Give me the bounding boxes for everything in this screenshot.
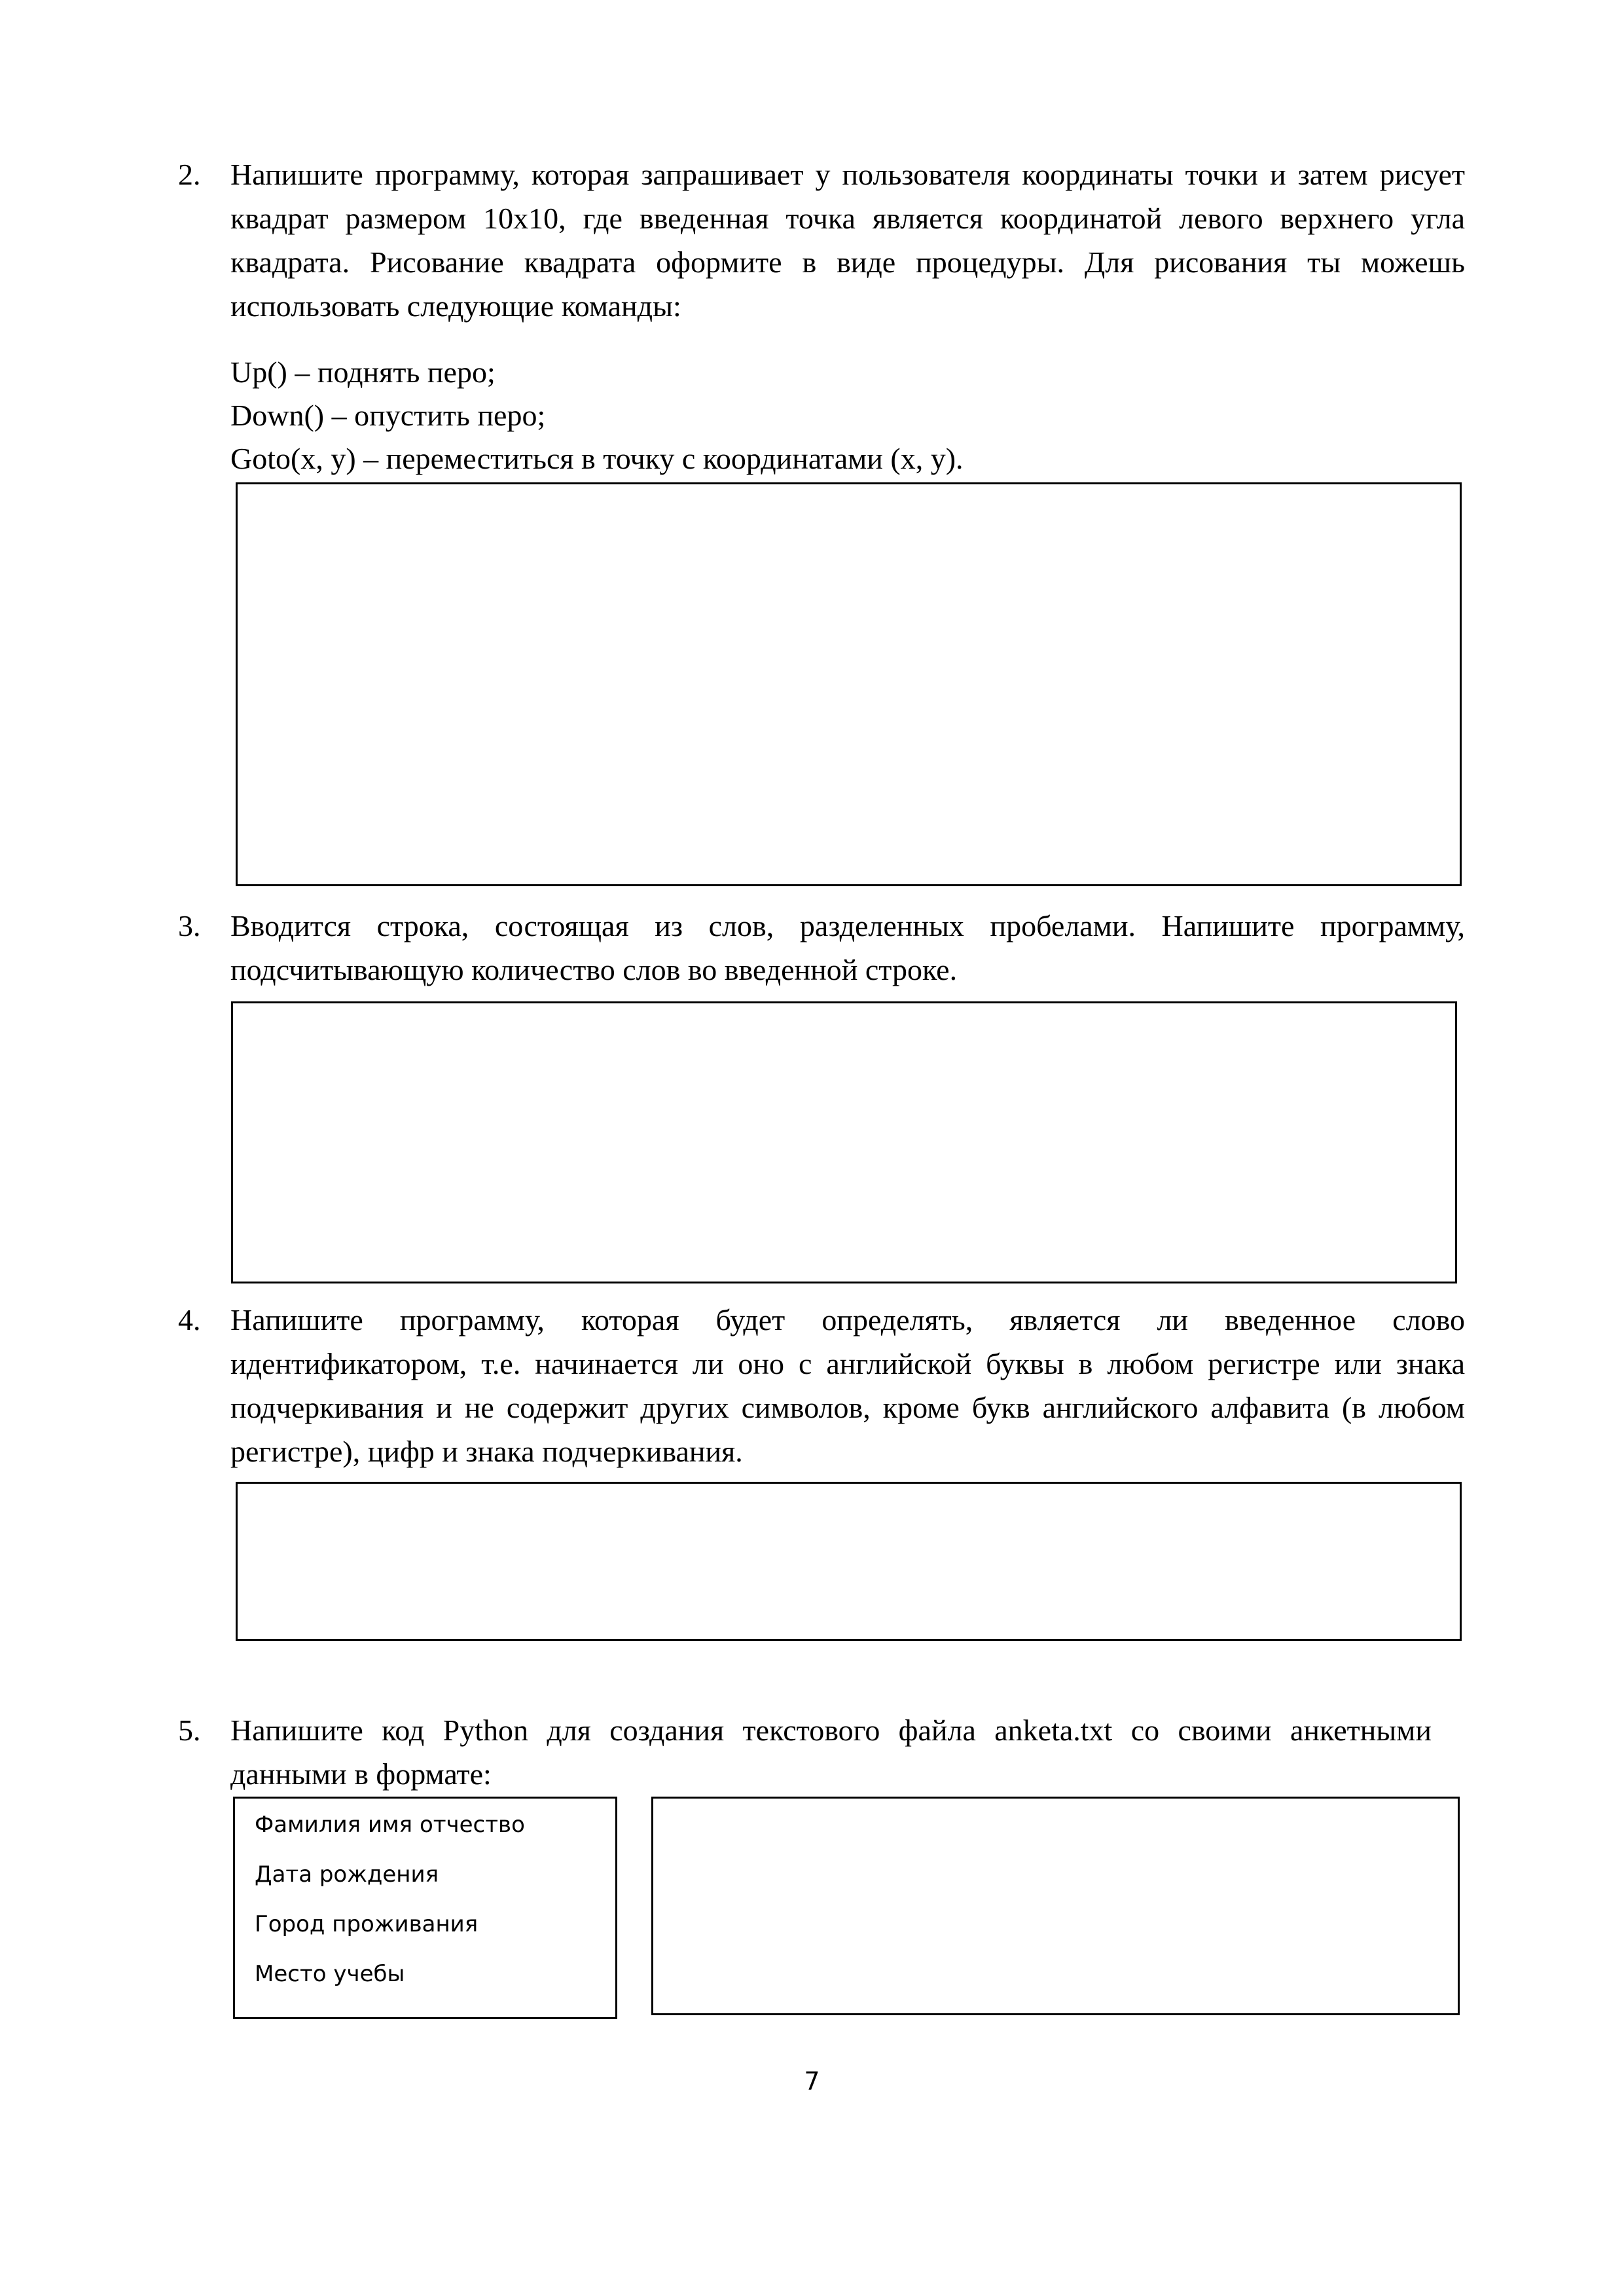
task-2 (178, 152, 1465, 328)
task-3-number: 3. (178, 909, 201, 942)
task-5-format-box (233, 1797, 617, 2019)
task-4-text: Напишите программу, которая будет определять, является ли введенное слово идентификатором, т.е. начинается ли оно с английской буквы в любом регистре или знака подчеркивания и не содержит других символов, кроме букв английского алфавита (в любом регистре), цифр и знака подчеркивания. (230, 1303, 1465, 1468)
format-line-birthdate: Дата рождения (255, 1861, 439, 1888)
format-line-name: Фамилия имя отчество (255, 1812, 525, 1838)
task-3-answer-box[interactable] (231, 1001, 1457, 1283)
task-5-number: 5. (178, 1713, 201, 1747)
command-up: Up() – поднять перо; (230, 355, 496, 389)
task-2-number: 2. (178, 158, 201, 191)
command-goto: Goto(x, y) – переместиться в точку с координатами (x, y). (230, 442, 964, 475)
task-2-text: Напишите программу, которая запрашивает у пользователя координаты точки и затем рисует квадрат размером 10x10, где введенная точка является координатой левого верхнего угла квадрата. Рисование квадрата оформите в виде процедуры. Для рисования ты можешь использовать следующие команды: (230, 158, 1465, 323)
task-5-answer-box[interactable] (651, 1797, 1460, 2015)
task-4-answer-box[interactable] (236, 1482, 1462, 1641)
format-line-study-place: Место учебы (255, 1961, 405, 1987)
task-4-number: 4. (178, 1303, 201, 1336)
task-2-commands (230, 351, 964, 480)
task-4 (178, 1298, 1465, 1473)
command-down: Down() – опустить перо; (230, 399, 546, 432)
task-3 (178, 904, 1465, 992)
task-5 (178, 1708, 1432, 1796)
page-number: 7 (804, 2067, 820, 2096)
task-2-answer-box[interactable] (236, 482, 1462, 886)
format-line-city: Город проживания (255, 1911, 478, 1937)
task-5-text: Напишите код Python для создания текстового файла anketa.txt со своими анкетными данными в формате: (230, 1713, 1432, 1791)
task-3-text: Вводится строка, состоящая из слов, разделенных пробелами. Напишите программу, подсчитывающую количество слов во введенной строке. (230, 909, 1465, 986)
